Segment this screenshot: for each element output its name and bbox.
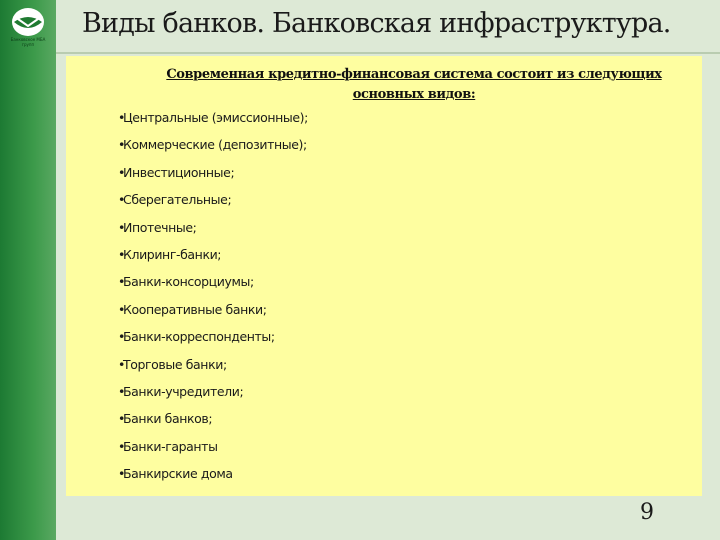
list-item-text: Ипотечные; xyxy=(123,219,197,235)
list-item-text: Банки-учредители; xyxy=(123,383,244,399)
bullet-marker: • xyxy=(118,438,125,454)
list-item xyxy=(118,384,308,411)
header-divider xyxy=(56,52,720,54)
content-heading: Современная кредитно-финансовая система состоит из следующих основных видов: xyxy=(166,67,662,102)
page-number: 9 xyxy=(640,500,654,525)
bullet-marker: • xyxy=(118,356,125,372)
bullet-marker: • xyxy=(118,219,125,235)
bullet-marker: • xyxy=(118,192,125,208)
list-item-text: Кооперативные банки; xyxy=(123,301,267,317)
logo-caption: Банковское МБА групп xyxy=(10,37,46,47)
list-item xyxy=(118,192,308,219)
list-item xyxy=(118,357,308,384)
list-item xyxy=(118,137,308,164)
bullet-marker: • xyxy=(118,137,125,153)
list-item-text: Клиринг-банки; xyxy=(123,246,222,262)
list-item-text: Банки-корреспонденты; xyxy=(123,329,275,345)
list-item-text: Банки-консорциумы; xyxy=(123,274,254,290)
list-item xyxy=(118,247,308,274)
list-item xyxy=(118,274,308,301)
bullet-marker: • xyxy=(118,411,125,427)
list-item-text: Инвестиционные; xyxy=(123,164,235,180)
bullet-marker: • xyxy=(118,383,125,399)
bullet-marker: • xyxy=(118,246,125,262)
content-panel xyxy=(66,56,702,496)
list-item-text: Банки-гаранты xyxy=(123,438,218,454)
list-item-text: Сберегательные; xyxy=(123,192,232,208)
sidebar-stripe xyxy=(0,0,56,540)
list-item xyxy=(118,439,308,466)
list-item xyxy=(118,110,308,137)
list-item-text: Центральные (эмиссионные); xyxy=(123,110,308,125)
list-item-text: Коммерческие (депозитные); xyxy=(123,137,307,153)
list-item-text: Банки банков; xyxy=(123,411,213,427)
list-item xyxy=(118,220,308,247)
bullet-marker: • xyxy=(118,301,125,317)
list-item xyxy=(118,302,308,329)
bullet-marker: • xyxy=(118,164,125,180)
list-item xyxy=(118,329,308,356)
list-item xyxy=(118,466,308,493)
bullet-marker: • xyxy=(118,274,125,290)
list-item xyxy=(118,411,308,438)
bullet-marker: • xyxy=(118,466,125,482)
list-item-text: Торговые банки; xyxy=(123,356,227,372)
bank-type-list xyxy=(118,110,308,493)
list-item xyxy=(118,165,308,192)
bullet-marker: • xyxy=(118,329,125,345)
bullet-marker: • xyxy=(118,110,125,125)
list-item-text: Банкирские дома xyxy=(123,466,233,482)
slide-title: Виды банков. Банковская инфраструктура. xyxy=(82,8,671,39)
